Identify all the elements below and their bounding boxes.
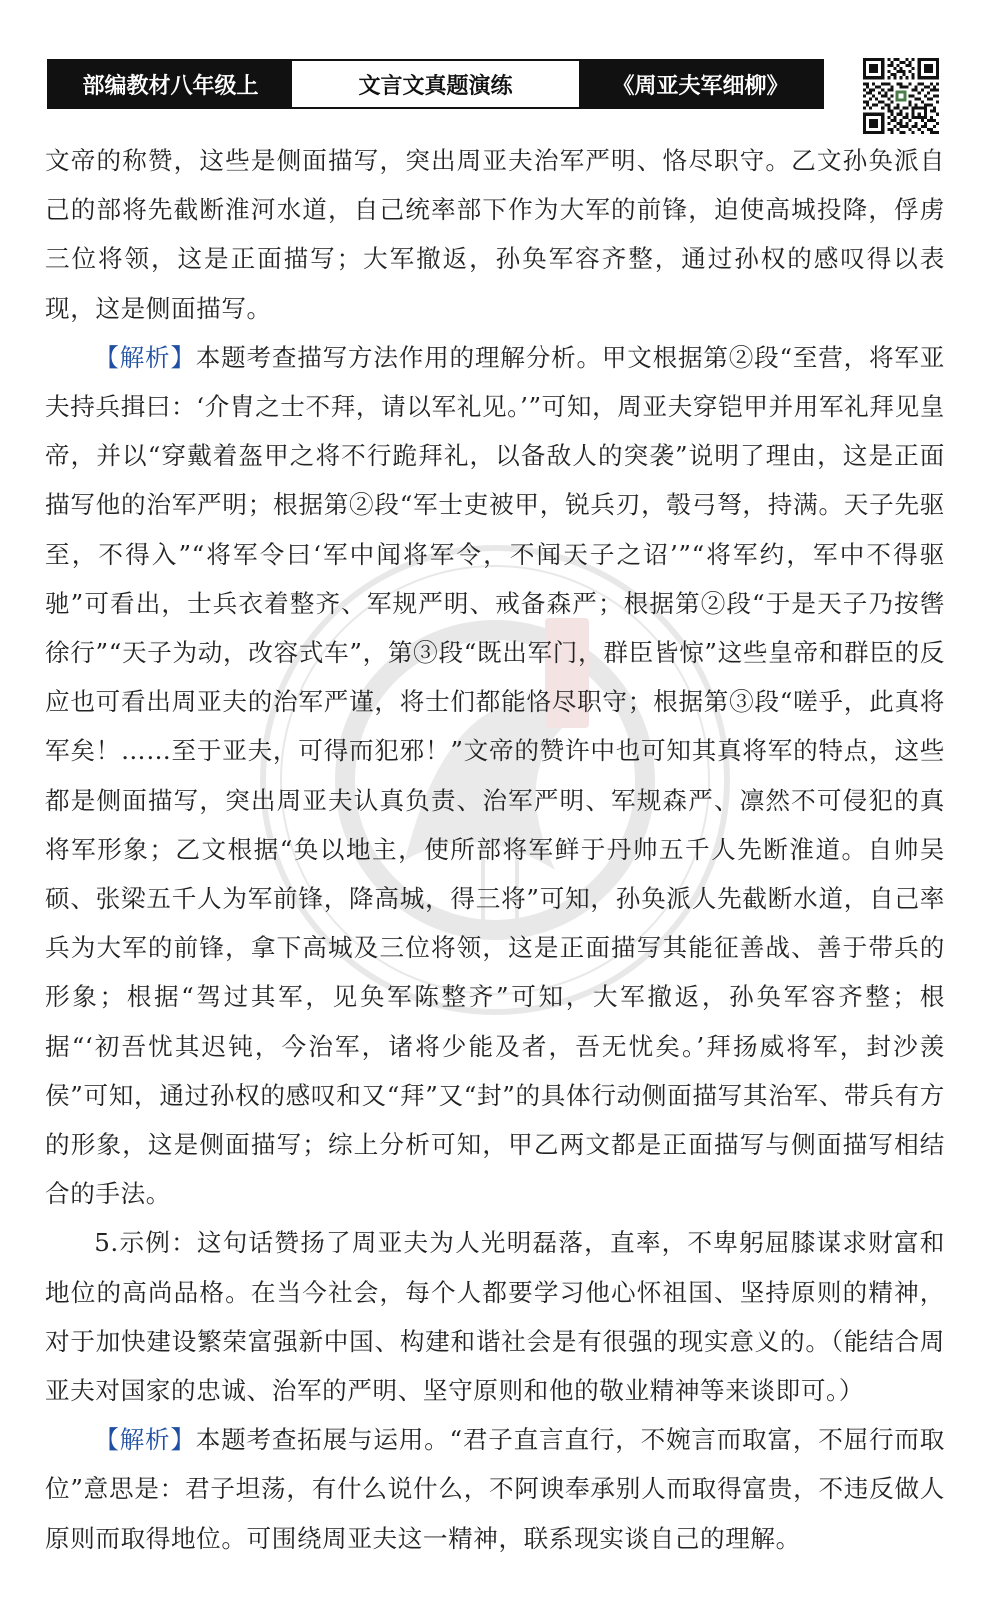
header-grade-label: 部编教材八年级上 (49, 61, 292, 107)
paragraph-continuation (45, 136, 945, 333)
paragraph-text: 文帝的称赞，这些是侧面描写，突出周亚夫治军严明、恪尽职守。乙文孙奂派自己的部将先截断淮河水道，自己统率部下作为大军的前锋，迫使高城投降，俘虏三位将领，这是正面描写；大军撤返，孙奂军容齐整，通过孙权的感叹得以表现，这是侧面描写。 (45, 146, 945, 323)
paragraph-analysis-5 (45, 1415, 945, 1563)
answer-content (45, 136, 945, 1563)
paragraph-text: 本题考查拓展与运用。“君子直言直行，不婉言而取富，不屈行而取位”意思是：君子坦荡，有什么说什么，不阿谀奉承别人而取得富贵，不违反做人原则而取得地位。可围绕周亚夫这一精神，联系现实谈自己的理解。 (45, 1425, 945, 1553)
paragraph-text: 5.示例：这句话赞扬了周亚夫为人光明磊落，直率，不卑躬屈膝谋求财富和地位的高尚品格。在当今社会，每个人都要学习他心怀祖国、坚持原则的精神，对于加快建设繁荣富强新中国、构建和谐社会是有很强的现实意义的。（能结合周亚夫对国家的忠诚、治军的严明、坚守原则和他的敬业精神等来谈即可。） (45, 1228, 945, 1406)
analysis-tag: 【解析】 (94, 1425, 196, 1455)
paragraph-text: 本题考查描写方法作用的理解分析。甲文根据第②段“至营，将军亚夫持兵揖曰：‘介胄之士不拜，请以军礼见。’”可知，周亚夫穿铠甲并用军礼拜见皇帝，并以“穿戴着盔甲之将不行跪拜礼，以备敌人的突袭”说明了理由，这是正面描写他的治军严明；根据第②段“军士吏被甲，锐兵刃，彀弓弩，持满。天子先驱至，不得入”“将军令曰‘军中闻将军令，不闻天子之诏’”“将军约，军中不得驱驰”可看出，士兵衣着整齐、军规严明、戒备森严；根据第②段“于是天子乃按辔徐行”“天子为动，改容式车”，第③段“既出军门，群臣皆惊”这些皇帝和群臣的反应也可看出周亚夫的治军严谨，将士们都能恪尽职守；根据第③段“嗟乎，此真将军矣！……至于亚夫，可得而犯邪！”文帝的赞许中也可知其真将军的特点，这些都是侧面描写，突出周亚夫认真负责、治军严明、军规森严、凛然不可侵犯的真将军形象；乙文根据“奂以地主，使所部将军鲜于丹帅五千人先断淮道。自帅吴硕、张梁五千人为军前锋，降高城，得三将”可知，孙奂派人先截断水道，自己率兵为大军的前锋，拿下高城及三位将领，这是正面描写其能征善战、善于带兵的形象；根据“驾过其军，见奂军陈整齐”可知，大军撤返，孙奂军容齐整；根据“‘初吾忧其迟钝，今治军，诸将少能及者，吾无忧矣。’拜扬威将军，封沙羡侯”可知，通过孙权的感叹和又“拜”又“封”的具体行动侧面描写其治军、带兵有方的形象，这是侧面描写；综上分析可知，甲乙两文都是正面描写与侧面描写相结合的手法。 (45, 342, 945, 1209)
paragraph-answer-5 (45, 1218, 945, 1415)
header-title-label: 《周亚夫军细柳》 (579, 61, 822, 107)
paragraph-analysis-4 (45, 333, 945, 1219)
header-section-label: 文言文真题演练 (292, 61, 579, 107)
qr-code-icon (863, 58, 939, 134)
analysis-tag: 【解析】 (94, 342, 196, 372)
header-bar (47, 59, 824, 109)
